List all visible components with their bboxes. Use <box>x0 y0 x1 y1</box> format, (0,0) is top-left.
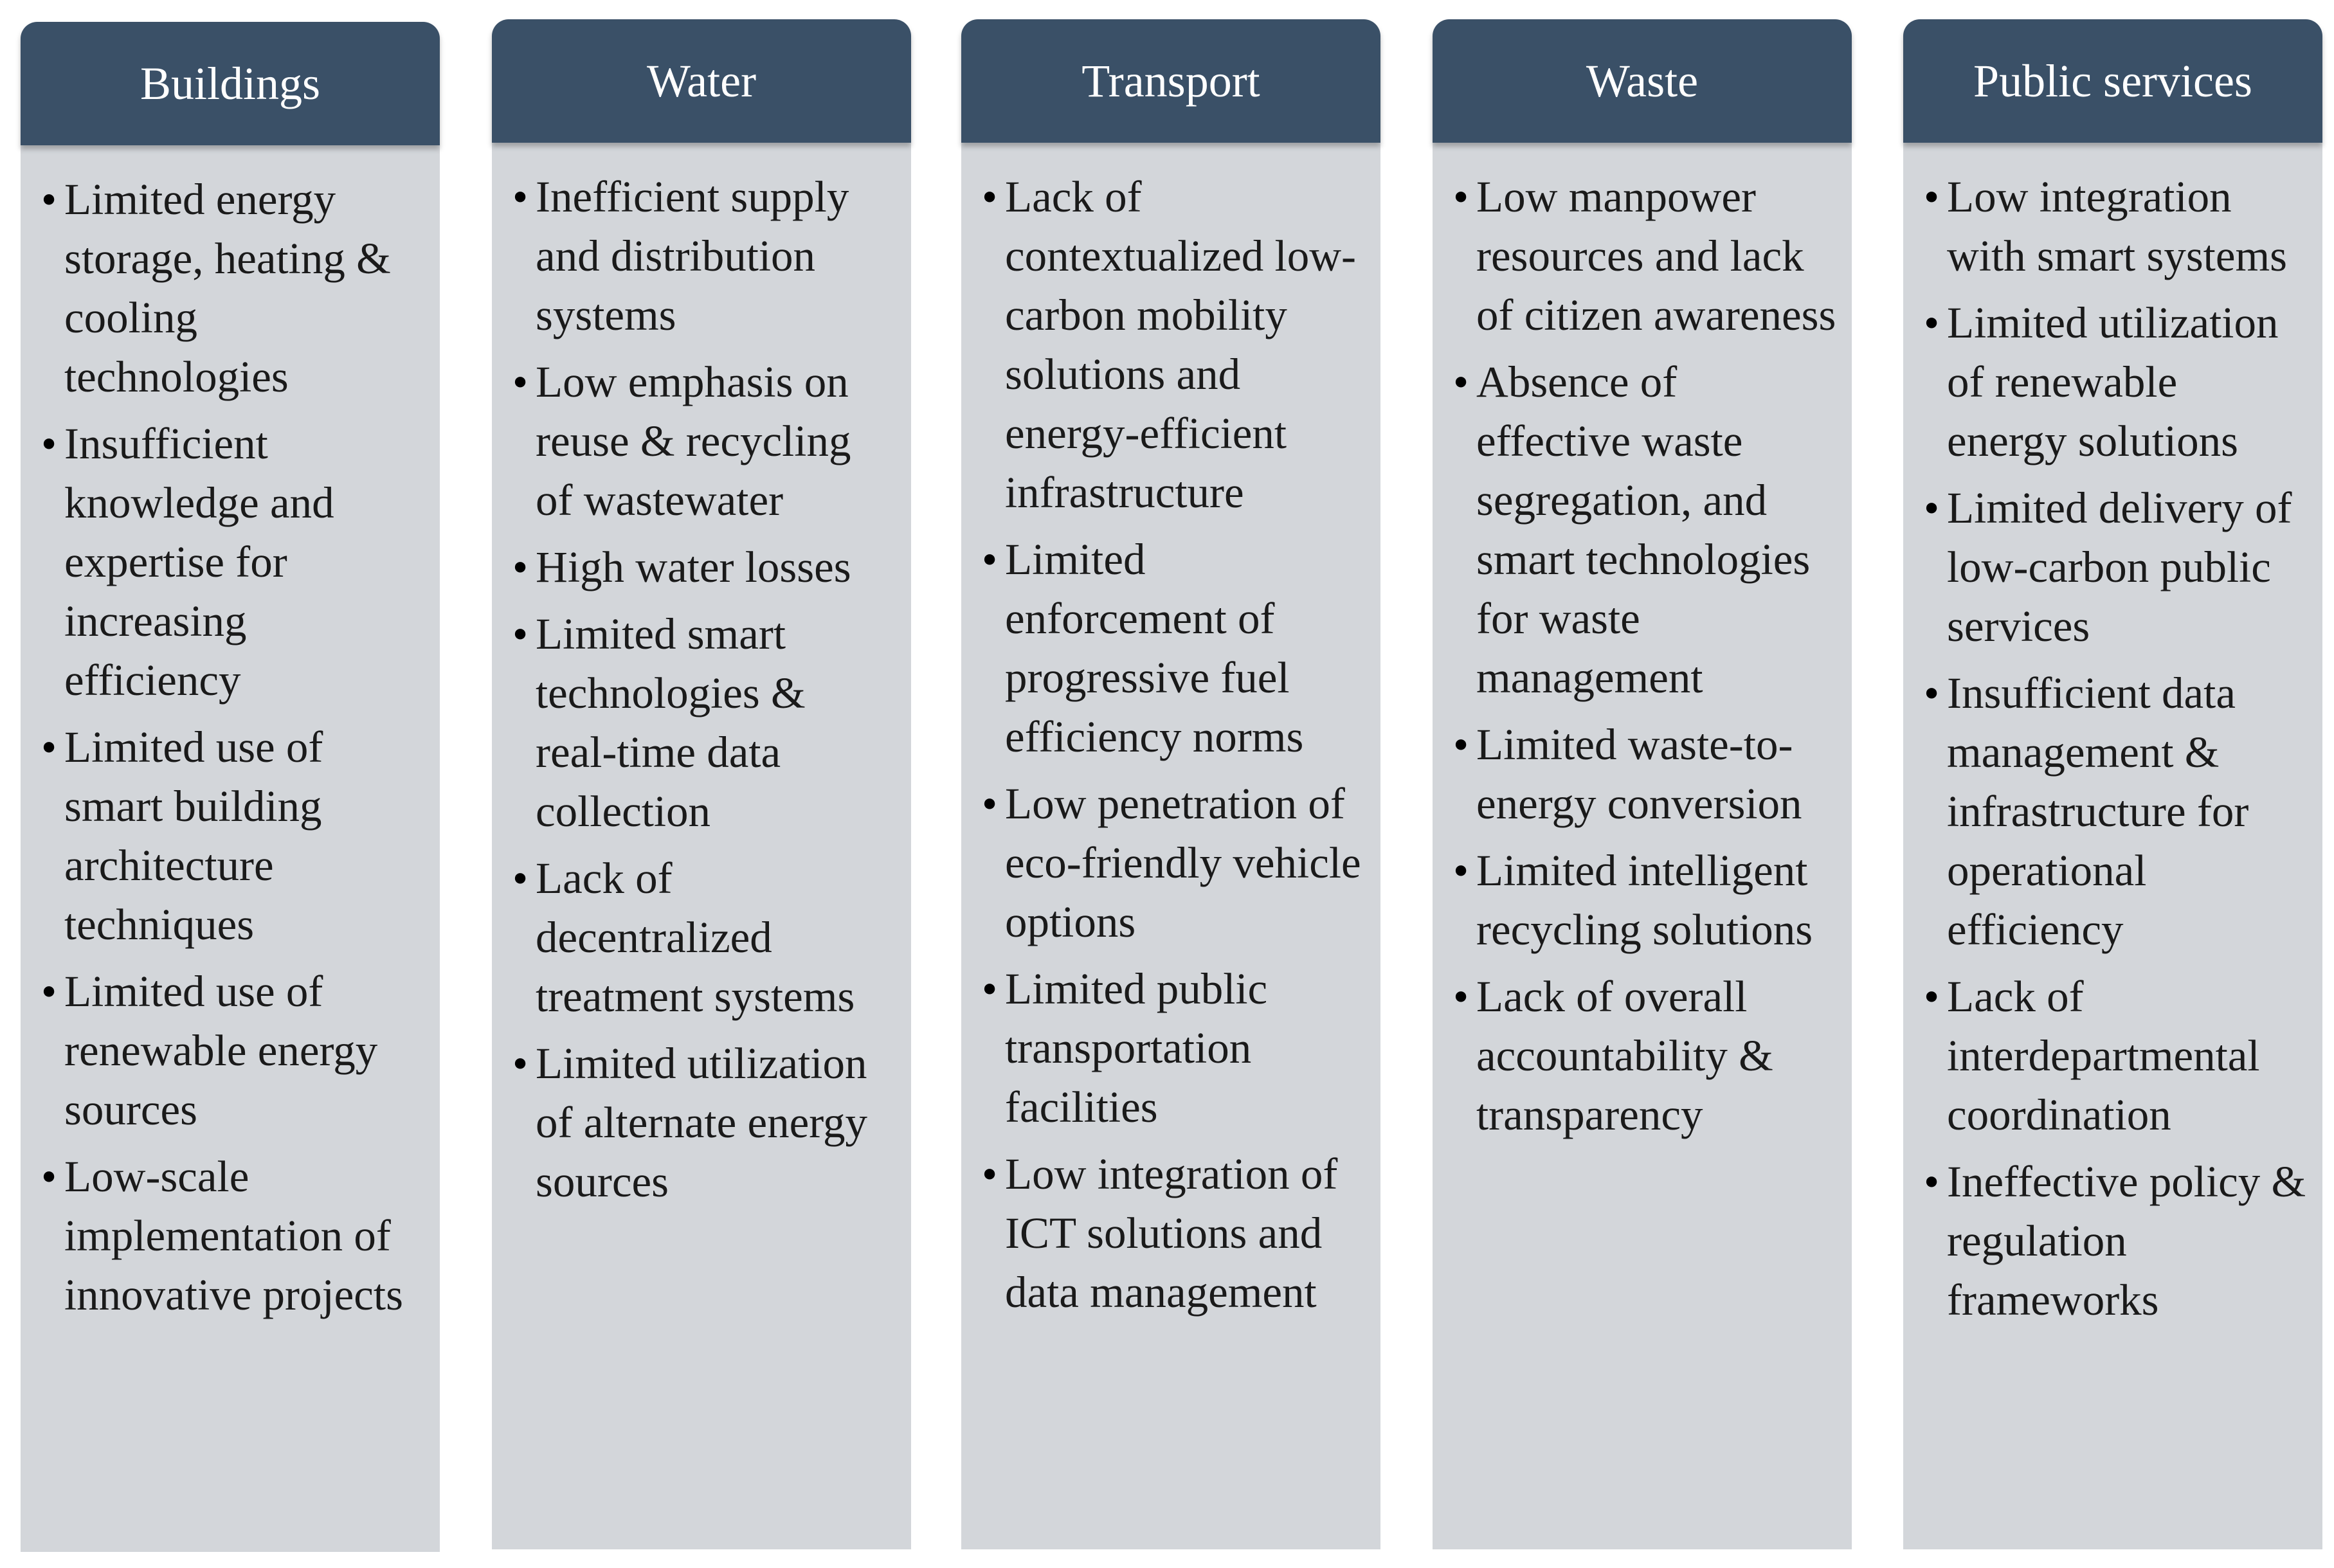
bullet-item: • Limited delivery of low-carbon public services <box>1929 478 2307 656</box>
bullet-item: • Insufficient data management & infrastructure for operational efficiency <box>1929 663 2307 959</box>
column-header <box>492 19 911 143</box>
bullet-item: • Low emphasis on reuse & recycling of wastewater <box>518 352 896 530</box>
bullet-item: • Ineffective policy & regulation frameworks <box>1929 1152 2307 1329</box>
column-waste <box>1433 19 1852 1549</box>
bullet-item: • Low integration of ICT solutions and data management <box>987 1144 1365 1322</box>
bullet-item: • Limited energy storage, heating & cooling technologies <box>46 170 424 406</box>
bullet-item: • Lack of contextualized low-carbon mobility solutions and energy-efficient infrastructure <box>987 167 1365 522</box>
bullet-list <box>987 167 1365 1322</box>
bullet-item: • Low manpower resources and lack of citizen awareness <box>1458 167 1836 345</box>
bullet-list <box>46 170 424 1324</box>
column-body <box>492 143 911 1549</box>
bullet-item: • Absence of effective waste segregation, and smart technologies for waste management <box>1458 352 1836 707</box>
bullet-item: • Limited utilization of alternate energy sources <box>518 1034 896 1211</box>
column-title: Buildings <box>140 57 321 109</box>
bullet-item: • Limited smart technologies & real-time data collection <box>518 604 896 841</box>
column-title: Transport <box>1081 55 1260 107</box>
column-body <box>961 143 1380 1549</box>
bullet-item: • Lack of overall accountability & transparency <box>1458 967 1836 1144</box>
bullet-item: • Insufficient knowledge and expertise for increasing efficiency <box>46 414 424 710</box>
bullet-item: • Limited use of renewable energy sources <box>46 962 424 1139</box>
bullet-item: • Inefficient supply and distribution systems <box>518 167 896 345</box>
bullet-list <box>1458 167 1836 1144</box>
column-public-services <box>1903 19 2322 1549</box>
column-body <box>21 145 440 1552</box>
bullet-list <box>1929 167 2307 1329</box>
bullet-item: • Limited utilization of renewable energy solutions <box>1929 293 2307 471</box>
bullet-item: • Lack of decentralized treatment systems <box>518 849 896 1026</box>
column-header <box>1433 19 1852 143</box>
column-header <box>1903 19 2322 143</box>
bullet-item: • Limited waste-to-energy conversion <box>1458 715 1836 833</box>
bullet-item: • Lack of interdepartmental coordination <box>1929 967 2307 1144</box>
bullet-item: • Limited public transportation facilities <box>987 959 1365 1137</box>
column-body <box>1903 143 2322 1549</box>
bullet-item: • Low-scale implementation of innovative projects <box>46 1147 424 1324</box>
column-header <box>21 22 440 145</box>
column-title: Public services <box>1973 55 2252 107</box>
column-buildings <box>21 22 440 1552</box>
column-title: Waste <box>1586 55 1699 107</box>
column-water <box>492 19 911 1549</box>
bullet-item: • Limited intelligent recycling solutions <box>1458 841 1836 959</box>
bullet-item: • Low penetration of eco-friendly vehicle options <box>987 774 1365 951</box>
bullet-item: • High water losses <box>518 537 896 597</box>
bullet-item: • Low integration with smart systems <box>1929 167 2307 285</box>
column-header <box>961 19 1380 143</box>
column-transport <box>961 19 1380 1549</box>
bullet-item: • Limited enforcement of progressive fuel efficiency norms <box>987 530 1365 766</box>
column-title: Water <box>646 55 757 107</box>
bullet-list <box>518 167 896 1211</box>
bullet-item: • Limited use of smart building architecture techniques <box>46 717 424 954</box>
column-body <box>1433 143 1852 1549</box>
